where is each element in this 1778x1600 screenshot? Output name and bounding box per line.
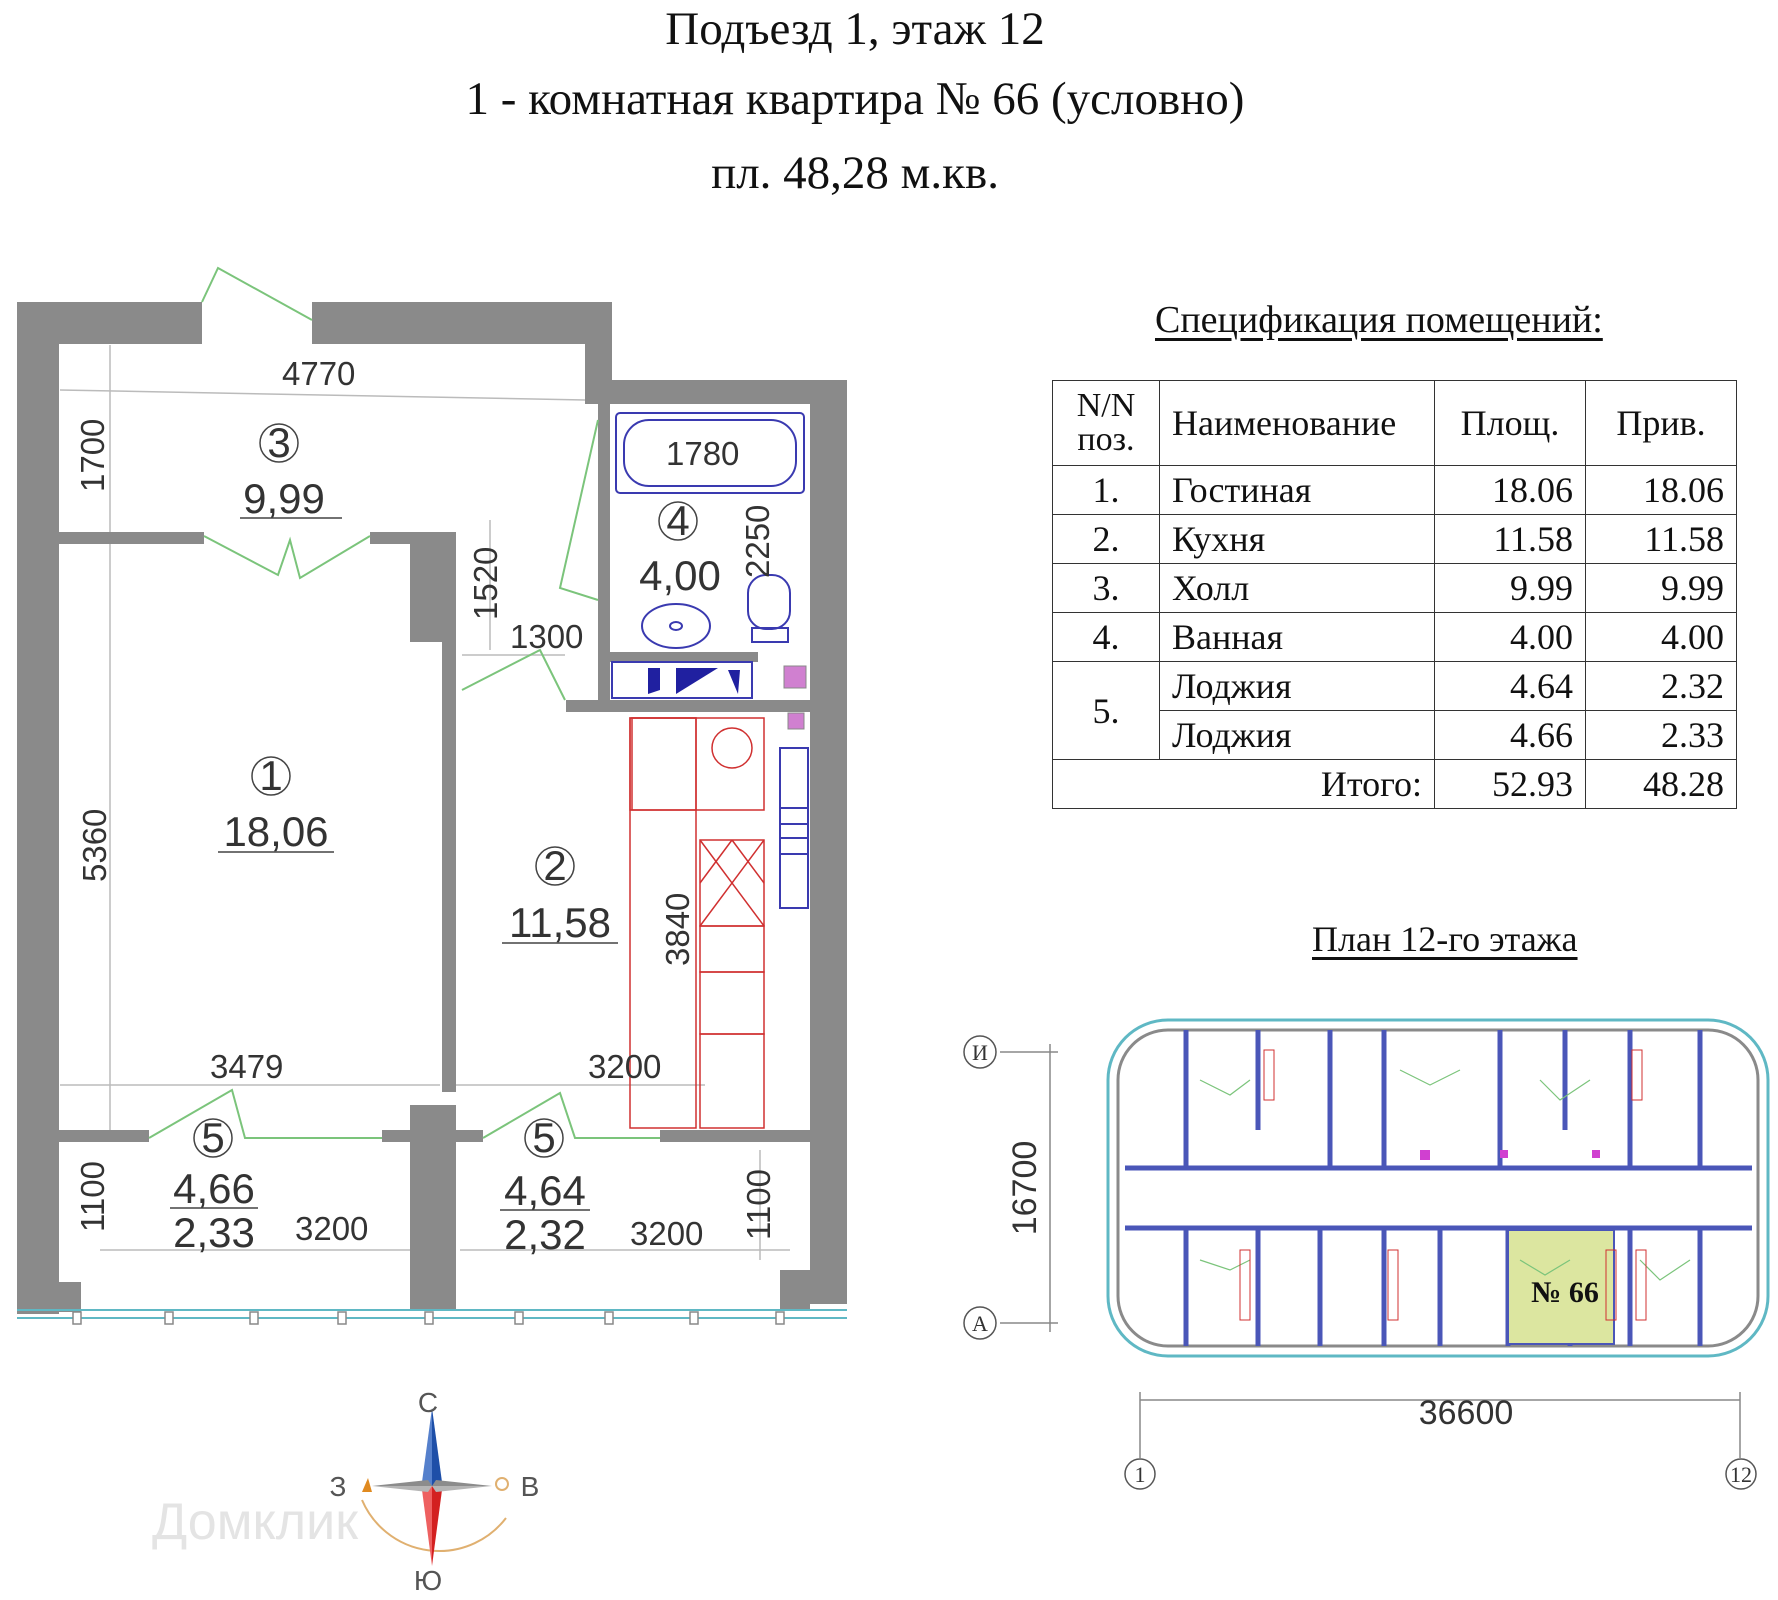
table-total-row [1053, 760, 1737, 809]
row-name: Лоджия [1160, 662, 1435, 711]
room-2-area: 11,58 [509, 899, 611, 946]
dim-4770: 4770 [282, 355, 356, 392]
compass-north: С [417, 1387, 439, 1418]
row-pos: 1. [1053, 466, 1160, 515]
watermark: Домклик [152, 1493, 358, 1551]
dim-1300: 1300 [510, 618, 584, 655]
table-row [1053, 515, 1737, 564]
total-reduced: 48.28 [1586, 760, 1737, 809]
floor-plan-minimap [964, 1020, 1768, 1489]
room-3-number: 3 [267, 419, 291, 466]
room-5a-reduced: 2,33 [173, 1209, 255, 1256]
dim-1100-left: 1100 [74, 1161, 111, 1232]
row-area: 11.58 [1435, 515, 1586, 564]
row-area: 4.66 [1435, 711, 1586, 760]
spec-header-pos-line2: поз. [1077, 421, 1135, 458]
compass [330, 1387, 540, 1596]
dim-3479: 3479 [210, 1048, 284, 1085]
row-area: 4.00 [1435, 613, 1586, 662]
floor-width-dim: 36600 [1418, 1394, 1514, 1432]
riser [784, 666, 806, 729]
row-name: Лоджия [1160, 711, 1435, 760]
table-row [1053, 564, 1737, 613]
room-5a-area: 4,66 [173, 1165, 255, 1212]
room-5b-number: 5 [532, 1114, 556, 1161]
spec-header-pos-line1: N/N [1076, 387, 1136, 424]
row-name: Кухня [1160, 515, 1435, 564]
row-reduced: 2.33 [1586, 711, 1737, 760]
room-5b-area: 4,64 [504, 1167, 586, 1214]
spec-header-reduced: Прив. [1586, 381, 1737, 466]
axis-a: А [972, 1311, 988, 1336]
room-1-number: 1 [259, 752, 283, 799]
total-label: Итого: [1053, 760, 1435, 809]
compass-east: В [520, 1471, 540, 1502]
table-row [1053, 662, 1737, 711]
title-line-3: пл. 48,28 м.кв. [711, 147, 999, 199]
row-area: 18.06 [1435, 466, 1586, 515]
dim-3200-loggia-right: 3200 [630, 1215, 704, 1252]
dim-1700: 1700 [74, 418, 111, 492]
row-name: Ванная [1160, 613, 1435, 662]
spec-table [1052, 380, 1737, 809]
compass-west: З [329, 1471, 347, 1502]
dim-5360: 5360 [76, 808, 113, 882]
floor-height-dim: 16700 [1006, 1140, 1044, 1236]
row-reduced: 2.32 [1586, 662, 1737, 711]
dim-1100-right: 1100 [740, 1169, 777, 1240]
dim-3840: 3840 [659, 892, 696, 966]
row-name: Холл [1160, 564, 1435, 613]
row-pos: 4. [1053, 613, 1160, 662]
room-5a-number: 5 [201, 1114, 225, 1161]
row-pos: 5. [1053, 662, 1160, 760]
spec-header-row [1053, 381, 1737, 466]
room-2-number: 2 [543, 842, 567, 889]
table-row [1053, 466, 1737, 515]
axis-i: И [972, 1040, 988, 1065]
room-4-number: 4 [666, 497, 690, 544]
dim-1520: 1520 [467, 546, 504, 620]
row-reduced: 4.00 [1586, 613, 1737, 662]
title-line-2: 1 - комнатная квартира № 66 (условно) [465, 73, 1245, 125]
spec-header-pos [1053, 381, 1160, 466]
row-reduced: 11.58 [1586, 515, 1737, 564]
row-reduced: 9.99 [1586, 564, 1737, 613]
floor-plan-title: План 12-го этажа [1312, 919, 1578, 959]
spec-header-area: Площ. [1435, 381, 1586, 466]
spec-header-name: Наименование [1160, 381, 1435, 466]
room-5b-reduced: 2,32 [504, 1211, 586, 1258]
row-reduced: 18.06 [1586, 466, 1737, 515]
total-area: 52.93 [1435, 760, 1586, 809]
dim-3200-kitchen: 3200 [588, 1048, 662, 1085]
compass-south: Ю [413, 1565, 443, 1596]
row-pos: 3. [1053, 564, 1160, 613]
axis-12: 12 [1730, 1462, 1752, 1487]
row-area: 9.99 [1435, 564, 1586, 613]
apartment-66-label: № 66 [1531, 1276, 1599, 1309]
dim-3200-loggia-left: 3200 [295, 1210, 369, 1247]
axis-1: 1 [1134, 1462, 1146, 1487]
room-4-area: 4,00 [639, 552, 721, 599]
room-1-area: 18,06 [223, 808, 329, 855]
row-pos: 2. [1053, 515, 1160, 564]
dim-2250: 2250 [739, 504, 776, 578]
room-3-area: 9,99 [243, 475, 325, 522]
row-name: Гостиная [1160, 466, 1435, 515]
row-area: 4.64 [1435, 662, 1586, 711]
spec-title: Спецификация помещений: [1155, 299, 1603, 341]
title-line-1: Подъезд 1, этаж 12 [665, 3, 1045, 55]
table-row [1053, 613, 1737, 662]
dim-1780: 1780 [666, 435, 740, 472]
